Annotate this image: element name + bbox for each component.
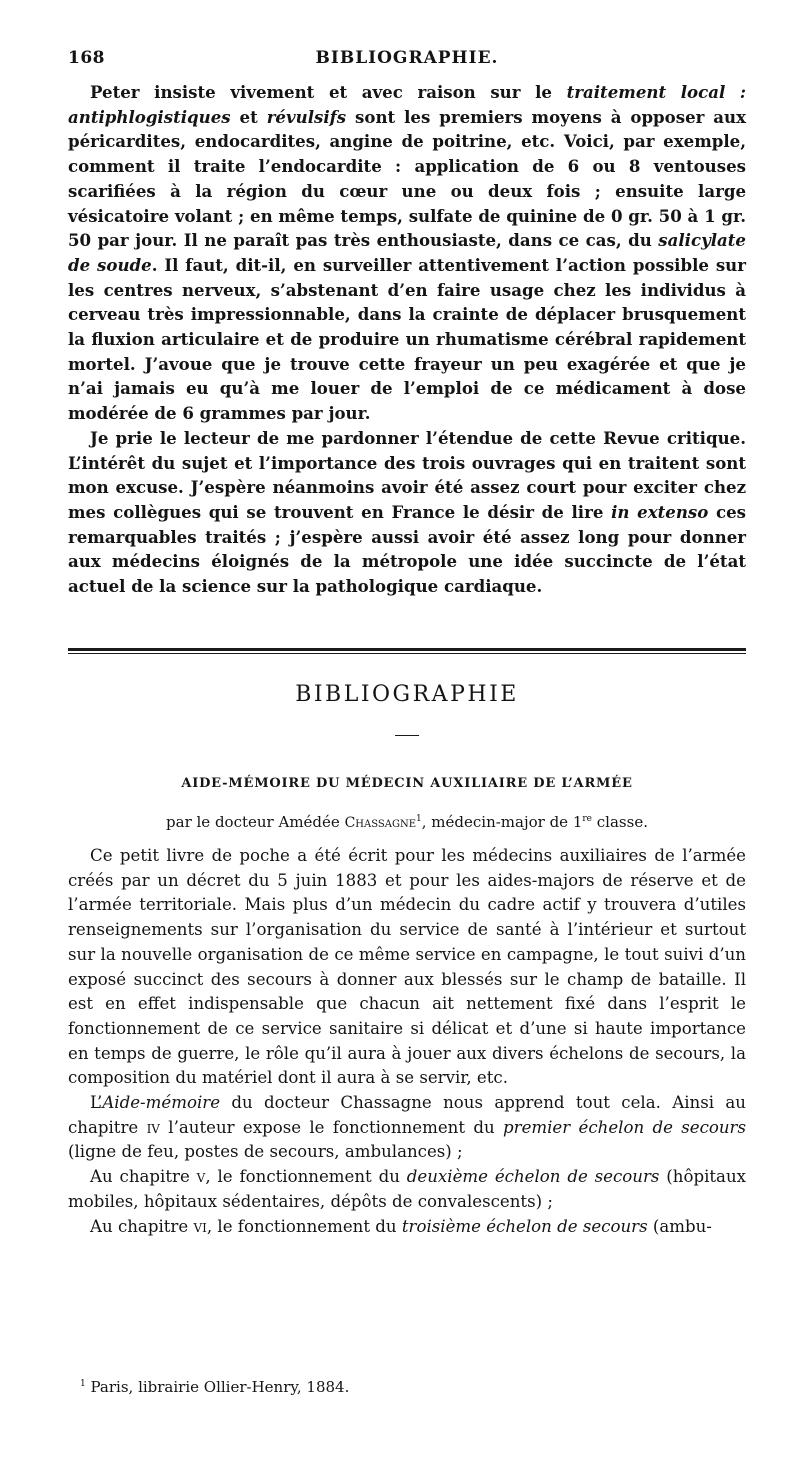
paragraph-intro: Ce petit livre de poche a été écrit pour les médecins auxiliaires de l’armée créés par un décret du 5 juin 1883 et pour les aides-majors de réserve et de l’armée territoriale. Mais plus d’un médecin du cadre actif y trouvera d’utiles renseignements sur l’organisation du service de santé à l’intérieur et surtout sur la nouvelle organisation de ce même service en campagne, le tout suivi d’un exposé succinct des secours à donner aux blessés sur le champ de bataille. Il est en effet indispensable que chacun ait nettement fixé dans l’esprit le fonctionnement de ce service sanitaire si délicat et d’une si haute importance en temps de guerre, le rôle qu’il aura à jouer aux divers échelons de secours, la composition du matériel dont il aura à se servir, etc.	[68, 846, 746, 1088]
emphasis-text: premier échelon de secours	[503, 1117, 746, 1137]
emphasis-text: deuxième échelon de secours	[406, 1167, 660, 1187]
footnote	[80, 1378, 740, 1396]
paragraph-chapter-v: Au chapitre v, le fonctionnement du deuxième échelon de secours (hôpitaux mobiles, hôpitaux sédentaires, dépôts de convalescents) ;	[68, 1167, 746, 1211]
paragraph-treatment: Peter insiste vivement et avec raison sur le traitement local : antiphlogistiques et révulsifs sont les premiers moyens à opposer aux péricardites, endocardites, angine de poitrine, etc. Voici, par exemple, comment il traite l’endocardite : application de 6 ou 8 ventouses scarifiées à la région du cœur une ou deux fois ; ensuite large vésicatoire volant ; en même temps, sulfate de quinine de 0 gr. 50 à 1 gr. 50 par jour. Il ne paraît pas très enthousiaste, dans ce cas, du salicylate de soude. Il faut, dit-il, en surveiller attentivement l’action possible sur les centres nerveux, s’abstenant d’en faire usage chez les individus à cerveau très impressionnable, dans la crainte de déplacer brusquement la fluxion articulaire et de produire un rhumatisme cérébral rapidement mortel. J’avoue que je trouve cette frayeur un peu exagérée et que je n’ai jamais eu qu’à me louer de l’emploi de ce médicament à dose modérée de 6 grammes par jour.	[68, 82, 746, 424]
running-title: BIBLIOGRAPHIE.	[315, 48, 499, 68]
book-byline: par le docteur Amédée Chassagne$^1$, médecin-major de 1re classe.	[166, 813, 648, 831]
paragraph-apology: Je prie le lecteur de me pardonner l’étendue de cette Revue critique. L’intérêt du sujet et l’importance des trois ouvrages qui en traitent sont mon excuse. J’espère néanmoins avoir été assez court pour exciter chez mes collègues qui se trouvent en France le désir de lire in extenso ces remarquables traités ; j’espère aussi avoir été assez long pour donner aux médecins éloignés de la métropole une idée succincte de l’état actuel de la science sur la pathologique cardiaque.	[68, 427, 747, 597]
emphasis-text: in extenso	[611, 501, 709, 522]
footnote-text: Paris, librairie Ollier-Henry, 1884.	[85, 1378, 350, 1396]
section-divider	[68, 648, 746, 651]
running-header	[68, 46, 746, 74]
paragraph-chapter-vi: Au chapitre vi, le fonctionnement du troisième échelon de secours (ambu-	[90, 1216, 712, 1236]
emphasis-text: salicylate de soude	[68, 230, 746, 275]
book-title: AIDE-MÉMOIRE DU MÉDECIN AUXILIAIRE DE L’ARMÉE	[181, 776, 633, 791]
section-title: BIBLIOGRAPHIE	[295, 682, 519, 707]
footnote-mark: 1	[416, 814, 422, 824]
paragraph-chapter-iv: L’Aide-mémoire du docteur Chassagne nous apprend tout cela. Ainsi au chapitre iv l’auteur expose le fonctionnement du premier échelon de secours (ligne de feu, postes de secours, ambulances) ;	[68, 1093, 746, 1162]
emphasis-text: Aide-mémoire	[102, 1093, 221, 1113]
review-conclusion	[68, 80, 746, 599]
title-dash	[395, 735, 419, 736]
page-number: 168	[68, 48, 105, 68]
footnote-mark: 1	[80, 1379, 86, 1389]
emphasis-text: traitement local : antiphlogistiques	[68, 82, 746, 127]
emphasis-text: troisième échelon de secours	[401, 1216, 648, 1236]
book-review	[68, 844, 746, 1239]
author-name: Chassagne	[344, 815, 417, 831]
emphasis-text: révulsifs	[266, 106, 347, 127]
